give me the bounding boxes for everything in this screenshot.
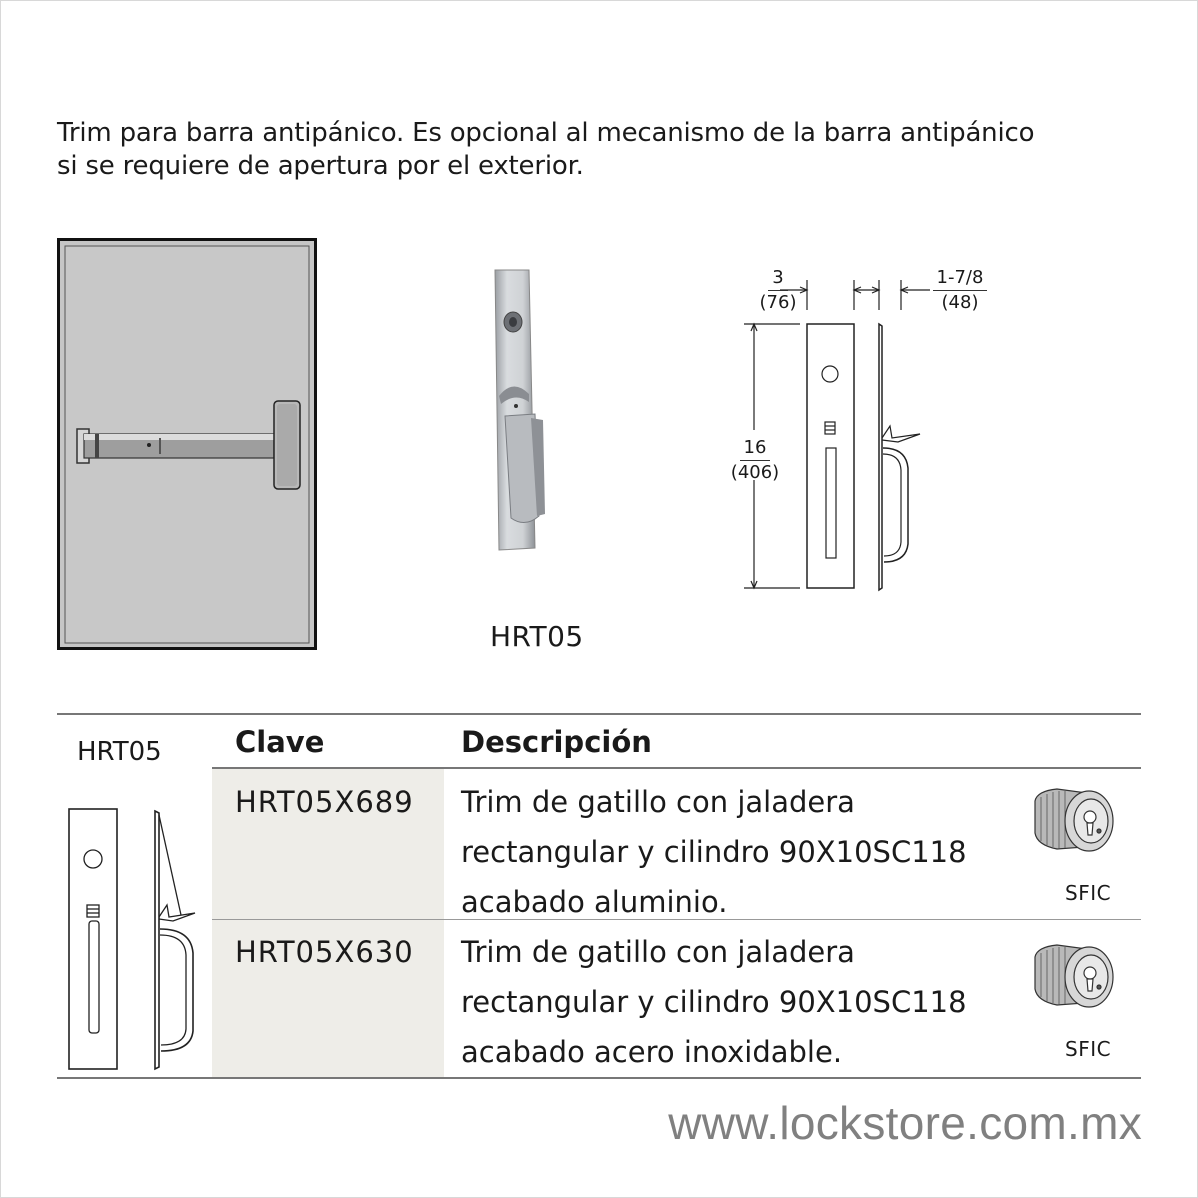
dim-height-in: 16 bbox=[740, 436, 771, 461]
dim-depth-in: 1-7/8 bbox=[933, 266, 988, 291]
row-1-cylinder-label: SFIC bbox=[1065, 881, 1112, 905]
row-1-desc-line-2: rectangular y cilindro 90X10SC118 bbox=[461, 835, 967, 869]
dim-depth bbox=[920, 266, 1000, 315]
header-code: Clave bbox=[235, 725, 325, 759]
dim-width bbox=[748, 266, 808, 315]
cylinder-icon bbox=[1027, 939, 1117, 1039]
row-2-desc-line-3: acabado acero inoxidable. bbox=[461, 1035, 843, 1069]
photo-caption: HRT05 bbox=[490, 620, 584, 653]
dim-height bbox=[720, 436, 790, 485]
trim-photo bbox=[485, 266, 555, 556]
table-top-rule bbox=[57, 713, 1141, 715]
dim-depth-mm: (48) bbox=[941, 292, 979, 313]
website-link[interactable]: www.lockstore.com.mx bbox=[668, 1097, 1142, 1149]
header-description: Descripción bbox=[461, 725, 652, 759]
door-illustration bbox=[57, 238, 319, 652]
row-1-code: HRT05X689 bbox=[235, 785, 414, 819]
dim-width-mm: (76) bbox=[759, 292, 797, 313]
row-2-code: HRT05X630 bbox=[235, 935, 414, 969]
cylinder-icon bbox=[1027, 783, 1117, 883]
product-table bbox=[57, 713, 1141, 1079]
header-rule bbox=[212, 767, 1141, 769]
row-2-desc-line-2: rectangular y cilindro 90X10SC118 bbox=[461, 985, 967, 1019]
intro-text bbox=[57, 117, 1157, 183]
row-1-description bbox=[461, 777, 1031, 927]
dimension-drawing bbox=[720, 262, 1020, 602]
dim-height-mm: (406) bbox=[730, 462, 780, 483]
row-1-desc-line-1: Trim de gatillo con jaladera bbox=[461, 785, 855, 819]
intro-line-1: Trim para barra antipánico. Es opcional al mecanismo de la barra antipánico bbox=[57, 118, 1035, 148]
side-title: HRT05 bbox=[77, 737, 162, 767]
side-drawing bbox=[65, 805, 215, 1075]
row-2-description bbox=[461, 927, 1031, 1077]
dim-width-in: 3 bbox=[768, 266, 787, 291]
table-bottom-rule bbox=[57, 1077, 1141, 1079]
row-2-cylinder-label: SFIC bbox=[1065, 1037, 1112, 1061]
intro-line-2: si se requiere de apertura por el exterior. bbox=[57, 151, 584, 181]
row-2-desc-line-1: Trim de gatillo con jaladera bbox=[461, 935, 855, 969]
row-1-desc-line-3: acabado aluminio. bbox=[461, 885, 728, 919]
